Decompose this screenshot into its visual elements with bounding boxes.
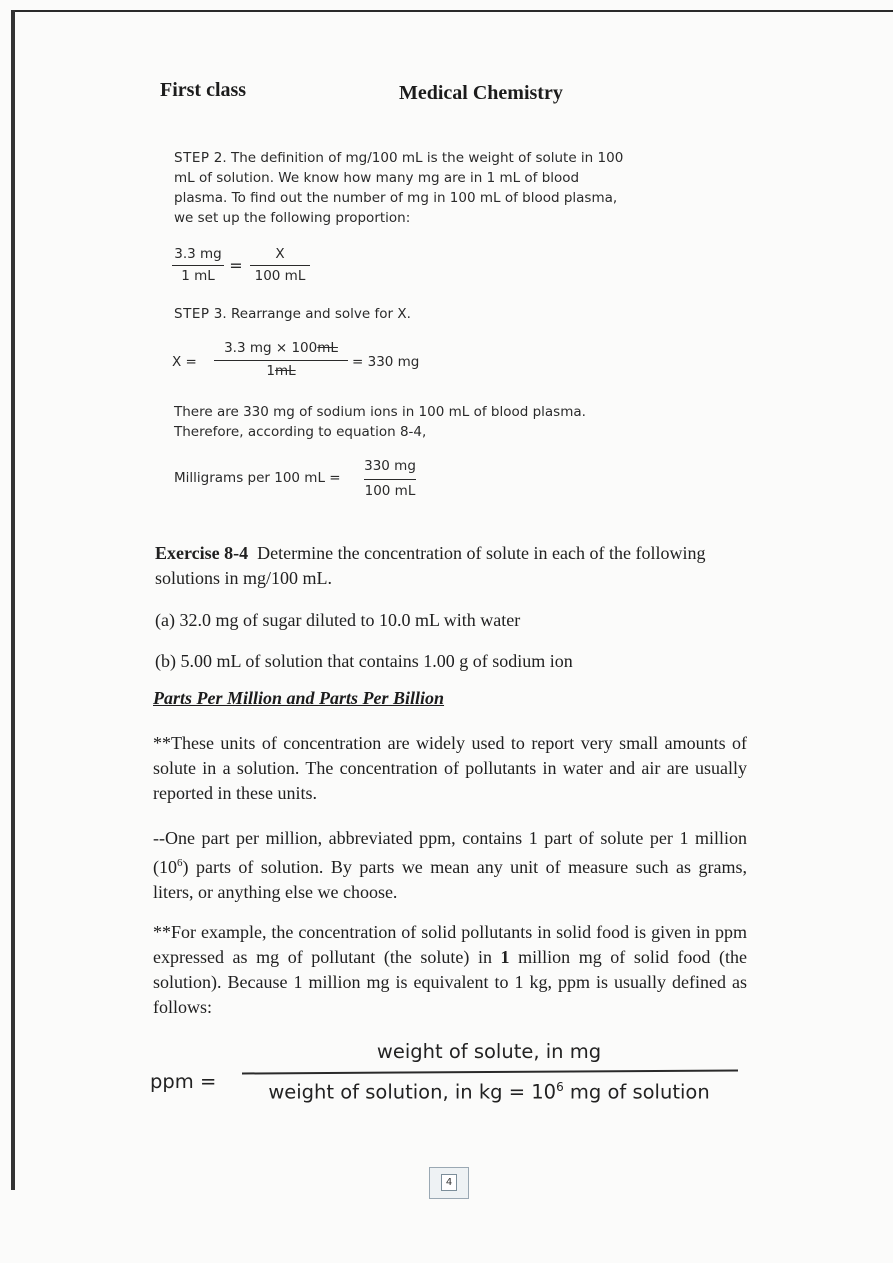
- section-heading: Parts Per Million and Parts Per Billion: [153, 688, 445, 708]
- mg-lhs: Milligrams per 100 mL =: [174, 470, 341, 486]
- result-paragraph: There are 330 mg of sodium ions in 100 mL of blood plasma. Therefore, according to equation 8-4,: [174, 404, 586, 440]
- ppm-den-superscript: 6: [556, 1080, 564, 1094]
- para2-text-a: --One part per million, abbreviated ppm, contains 1 part of solute per 1 million (10: [153, 828, 747, 877]
- step3-label: STEP: [174, 306, 210, 322]
- step2-number: 2.: [213, 150, 227, 166]
- step2-text: The definition of mg/100 mL is the weight of solute in 100 mL of solution. We know how many mg are in 1 mL of blood plasma. To find out the number of mg in 100 mL of blood plasma, we set up the following proportion:: [174, 150, 624, 226]
- mg-numerator: 330 mg: [364, 458, 416, 474]
- exercise-label: Exercise 8-4: [155, 543, 249, 563]
- ppm-denominator: [240, 1080, 738, 1104]
- prop-bar-left: [172, 265, 224, 266]
- prop-den-right: 100 mL: [254, 268, 306, 284]
- exercise-item-b: (b) 5.00 mL of solution that contains 1.00 g of sodium ion: [155, 651, 573, 671]
- step2-paragraph: [174, 148, 626, 228]
- para2-superscript: 6: [177, 857, 183, 869]
- solve-bar: [214, 360, 348, 361]
- scan-edge-left: [11, 10, 15, 1190]
- section-para-1: **These units of concentration are widely used to report very small amounts of solute in a solution. The concentration of pollutants in water and air are usually reported in these units.: [153, 733, 747, 803]
- mg-bar: [364, 479, 416, 480]
- solve-den-b: mL: [274, 363, 296, 379]
- para3-bold: 1: [500, 947, 510, 967]
- section-para-3: [153, 920, 747, 1020]
- page-number: 4: [441, 1174, 457, 1191]
- prop-bar-right: [250, 265, 310, 266]
- solve-denominator: [214, 363, 348, 379]
- step3-number: 3.: [213, 306, 227, 322]
- ppm-numerator: weight of solute, in mg: [376, 1040, 602, 1063]
- solve-numerator: [214, 340, 348, 356]
- mg-denominator: 100 mL: [364, 483, 416, 499]
- step3-paragraph: [174, 304, 626, 324]
- prop-num-right: X: [275, 246, 285, 262]
- ppm-lhs: ppm =: [150, 1070, 217, 1093]
- exercise-text: Determine the concentration of solute in each of the following solutions in mg/100 mL.: [155, 543, 706, 588]
- prop-num-left: 3.3 mg: [174, 246, 222, 262]
- ppm-den-b: mg of solution: [563, 1080, 710, 1104]
- section-para-2: [153, 826, 747, 905]
- para3-text-b: million mg of solid food (the solution). Because 1 million mg is equivalent to 1 kg, ppm is usually defined as follows:: [153, 947, 747, 1017]
- header-course-title: Medical Chemistry: [399, 82, 563, 104]
- ppm-den-a: weight of solution, in kg = 10: [268, 1080, 557, 1104]
- solve-num-a: 3.3 mg × 100: [224, 340, 318, 356]
- step3-text: Rearrange and solve for X.: [230, 306, 411, 322]
- solve-den-a: 1: [266, 363, 275, 379]
- prop-den-left: 1 mL: [181, 268, 215, 284]
- exercise-paragraph: [155, 541, 735, 591]
- para3-text-a: **For example, the concentration of solid pollutants in solid food is given in ppm expressed as mg of pollutant (the solute) in: [153, 922, 747, 967]
- exercise-item-a: (a) 32.0 mg of sugar diluted to 10.0 mL with water: [155, 610, 521, 630]
- solve-rhs: = 330 mg: [352, 354, 420, 370]
- scan-edge-top: [12, 10, 893, 12]
- prop-equals: =: [229, 256, 243, 275]
- solve-lhs: X =: [172, 354, 197, 370]
- para2-text-b: ) parts of solution. By parts we mean any unit of measure such as grams, liters, or anything else we choose.: [153, 857, 747, 902]
- step2-label: STEP: [174, 150, 210, 166]
- solve-num-b: mL: [317, 340, 338, 356]
- header-class-label: First class: [160, 79, 247, 101]
- ppm-fraction-bar: [242, 1069, 738, 1074]
